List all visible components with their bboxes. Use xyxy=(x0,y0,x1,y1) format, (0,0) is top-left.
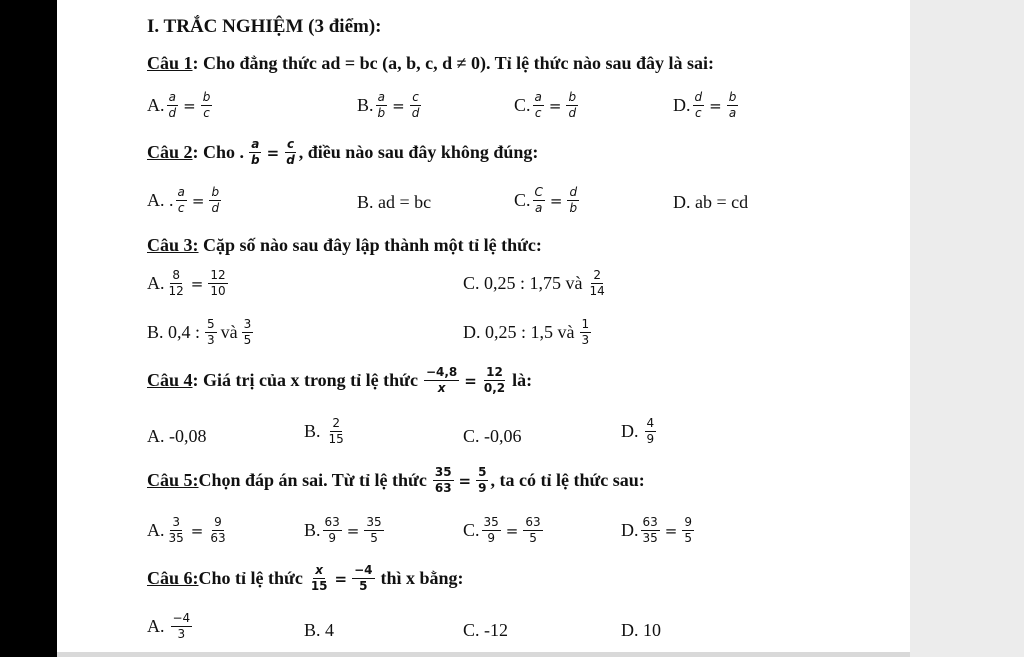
fraction: $\frac{5}{3}$ xyxy=(207,317,215,347)
fraction: $\frac{b}{c}$ xyxy=(202,90,211,120)
q3-option-a: A. $\frac{8}{12}$ = $\frac{12}{10}$ xyxy=(147,268,226,298)
question-2-number: Câu 2 xyxy=(147,142,193,162)
fraction: $\frac{x}{15}$ xyxy=(310,563,328,593)
fraction: $\frac{63}{5}$ xyxy=(525,515,541,545)
question-6-number: Câu 6: xyxy=(147,568,199,588)
right-panel xyxy=(910,0,1024,657)
q6-option-b: B. 4 xyxy=(304,620,335,640)
question-6: Câu 6: Cho tỉ lệ thức $\frac{x}{15}$ = $\frac{-4}{5}$ thì x bằng: xyxy=(147,563,464,593)
fraction: $\frac{9}{63}$ xyxy=(210,515,226,545)
fraction: $\frac{5}{9}$ xyxy=(478,465,487,495)
question-5: Câu 5: Chọn đáp án sai. Từ tỉ lệ thức $\frac{35}{63}$ = $\frac{5}{9}$ , ta có tỉ lệ thức sau: xyxy=(147,465,645,495)
fraction: $\frac{35}{9}$ xyxy=(483,515,499,545)
fraction: $\frac{d}{b}$ xyxy=(569,185,578,215)
q6-option-d: D. 10 xyxy=(621,620,661,640)
q4-option-d: D. $\frac{4}{9}$ xyxy=(621,416,655,446)
question-3-number: Câu 3: xyxy=(147,235,199,255)
fraction: $\frac{a}{c}$ xyxy=(177,185,185,215)
q2-option-d: D. ab = cd xyxy=(673,192,749,212)
fraction: $\frac{C}{a}$ xyxy=(534,185,543,215)
q1-option-b: B. $\frac{a}{b}$ = $\frac{c}{d}$ xyxy=(357,90,420,120)
question-4-number: Câu 4 xyxy=(147,370,193,390)
fraction: $\frac{3}{35}$ xyxy=(168,515,184,545)
q5-option-a: A. $\frac{3}{35}$ = $\frac{9}{63}$ xyxy=(147,515,226,545)
q1-option-a: A. $\frac{a}{d}$ = $\frac{b}{c}$ xyxy=(147,90,211,120)
q5-option-d: D. $\frac{63}{35}$ = $\frac{9}{5}$ xyxy=(621,515,692,545)
fraction: $\frac{35}{63}$ xyxy=(434,465,452,495)
question-4: Câu 4 : Giá trị của x trong tỉ lệ thức $\frac{-4,8}{x}$ = $\frac{12}{0,2}$ là: xyxy=(147,365,533,395)
question-2: Câu 2 : Cho . $\frac{a}{b}$ = $\frac{c}{d}$ , điều nào sau đây không đúng: xyxy=(147,137,539,167)
q6-option-c: C. -12 xyxy=(463,620,508,640)
question-1-number: Câu 1 xyxy=(147,53,193,73)
q1-option-c: C. $\frac{a}{c}$ = $\frac{b}{d}$ xyxy=(514,90,577,120)
fraction: $\frac{c}{d}$ xyxy=(286,137,295,167)
fraction: $\frac{2}{14}$ xyxy=(589,268,605,298)
section-heading: I. TRẮC NGHIỆM (3 điểm): xyxy=(147,16,382,37)
fraction: $\frac{9}{5}$ xyxy=(684,515,692,545)
fraction: $\frac{b}{d}$ xyxy=(211,185,220,215)
q3-option-d: D. 0,25 : 1,5 và $\frac{1}{3}$ xyxy=(463,317,590,347)
q2-option-b: B. ad = bc xyxy=(357,192,432,212)
q2-option-a: A. . $\frac{a}{c}$ = $\frac{b}{d}$ xyxy=(147,185,220,215)
q3-option-b: B. 0,4 : $\frac{5}{3}$ và $\frac{3}{5}$ xyxy=(147,317,252,347)
fraction: $\frac{-4}{5}$ xyxy=(354,563,373,593)
fraction: $\frac{d}{c}$ xyxy=(694,90,703,120)
fraction: $\frac{2}{15}$ xyxy=(328,416,344,446)
q5-option-c: C. $\frac{35}{9}$ = $\frac{63}{5}$ xyxy=(463,515,541,545)
fraction: $\frac{12}{10}$ xyxy=(210,268,226,298)
fraction: $\frac{12}{0,2}$ xyxy=(483,365,506,395)
page-bottom-edge xyxy=(57,652,910,657)
fraction: $\frac{b}{a}$ xyxy=(728,90,737,120)
question-1-text: : Cho đẳng thức ad = bc (a, b, c, d ≠ 0). Tỉ lệ thức nào sau đây là sai: xyxy=(192,53,714,73)
q2-option-c: C. $\frac{C}{a}$ = $\frac{d}{b}$ xyxy=(514,185,578,215)
fraction: $\frac{63}{9}$ xyxy=(324,515,340,545)
q4-option-c: C. -0,06 xyxy=(463,426,522,446)
q4-option-a: A. -0,08 xyxy=(147,426,207,446)
fraction: $\frac{a}{b}$ xyxy=(251,137,260,167)
q5-option-b: B. $\frac{63}{9}$ = $\frac{35}{5}$ xyxy=(304,515,382,545)
q3-option-c: C. 0,25 : 1,75 và $\frac{2}{14}$ xyxy=(463,268,605,298)
fraction: $\frac{-4}{3}$ xyxy=(172,611,191,641)
q1-option-d: D. $\frac{d}{c}$ = $\frac{b}{a}$ xyxy=(673,90,737,120)
fraction: $\frac{b}{d}$ xyxy=(568,90,577,120)
fraction: $\frac{c}{d}$ xyxy=(411,90,420,120)
fraction: $\frac{a}{d}$ xyxy=(168,90,177,120)
fraction: $\frac{a}{c}$ xyxy=(534,90,542,120)
fraction: $\frac{1}{3}$ xyxy=(581,317,590,347)
fraction: $\frac{4}{9}$ xyxy=(646,416,655,446)
fraction: $\frac{35}{5}$ xyxy=(366,515,382,545)
fraction: $\frac{a}{b}$ xyxy=(377,90,386,120)
question-3: Câu 3: Cặp số nào sau đây lập thành một tỉ lệ thức: xyxy=(147,235,542,255)
fraction: $\frac{3}{5}$ xyxy=(243,317,252,347)
question-5-number: Câu 5: xyxy=(147,470,199,490)
q6-option-a: A. $\frac{-4}{3}$ xyxy=(147,611,191,641)
q4-option-b: B. $\frac{2}{15}$ xyxy=(304,416,344,446)
fraction: $\frac{63}{35}$ xyxy=(642,515,658,545)
fraction: $\frac{8}{12}$ xyxy=(168,268,184,298)
question-1 xyxy=(147,53,714,74)
fraction: $\frac{-4,8}{x}$ xyxy=(425,365,458,395)
